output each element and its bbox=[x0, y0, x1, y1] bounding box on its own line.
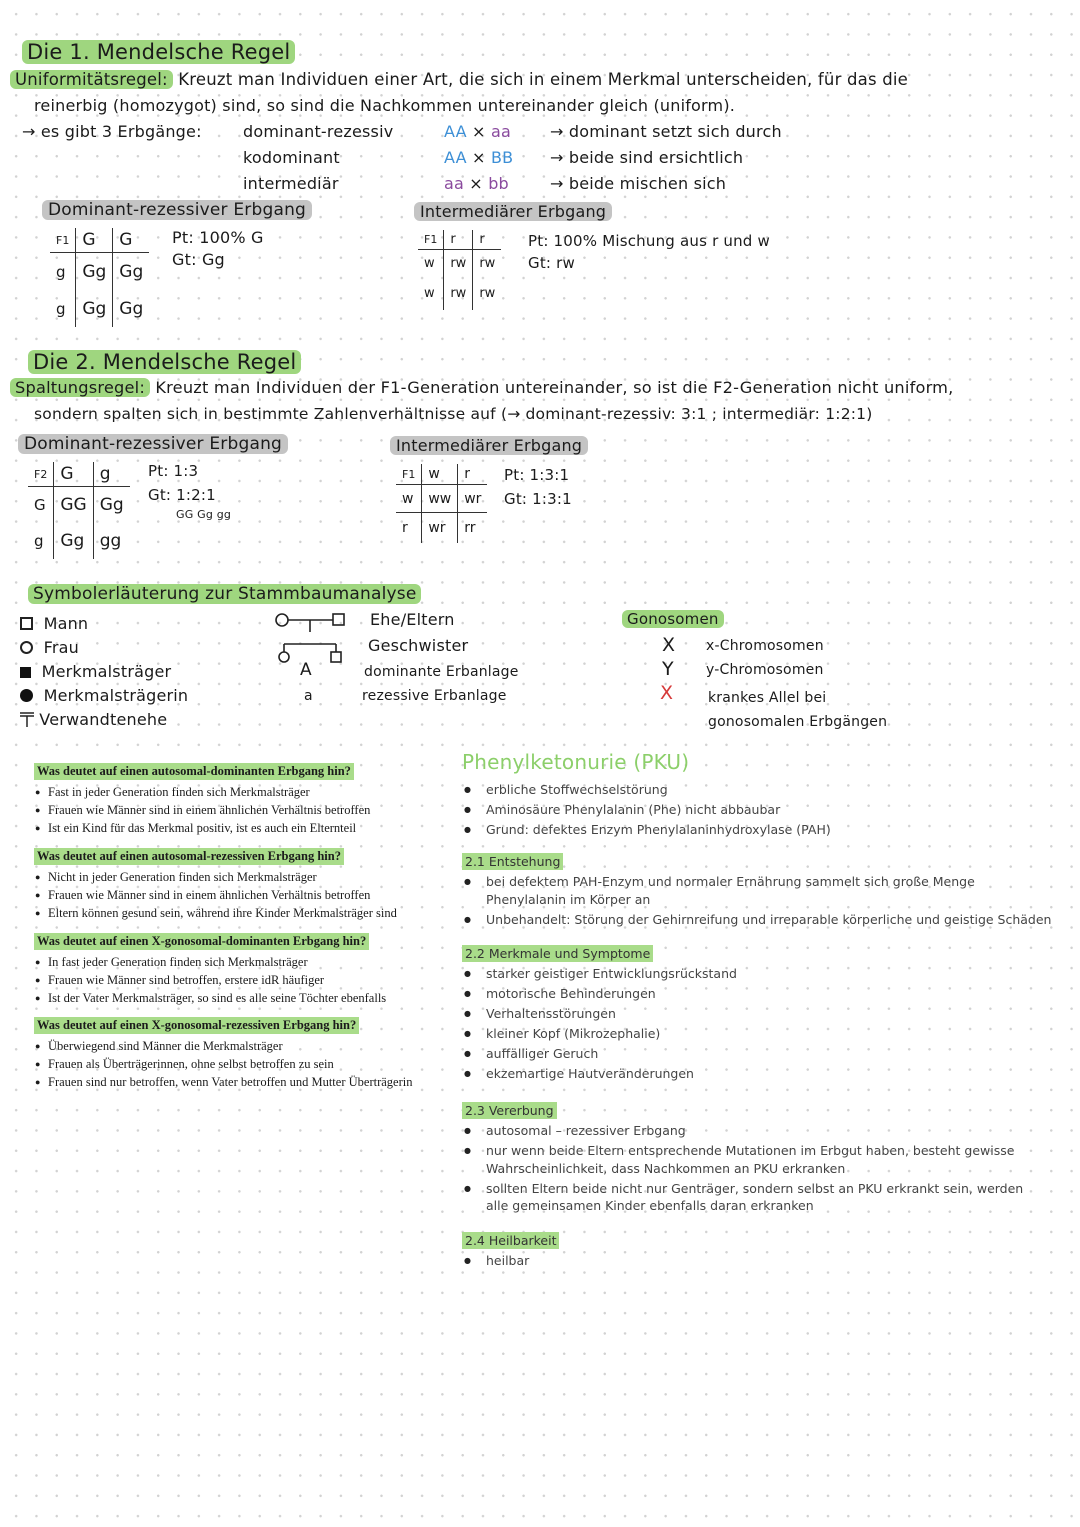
gonosomen-heading: Gonosomen bbox=[622, 610, 724, 628]
rule2-line1: Spaltungsregel: Kreuzt man Individuen der F1-Generation untereinander, so ist die F2-Generation nicht uniform, bbox=[10, 378, 953, 397]
pku-section: 2.2 Merkmale und Symptome ● starker geistiger Entwicklungsrückstand ● motorische Behinderungen ● Verhaltensstörungen ● kleiner Kopf (Mikrozephalie) ● auffälliger Geruch ● ekzemartige Hautveränderungen bbox=[462, 945, 1052, 1085]
list-item: ● Aminosäure Phenylalanin (Phe) nicht abbaubar bbox=[486, 801, 1052, 819]
rule2-dom-punnett: F2 G g G GG Gg g Gg gg bbox=[28, 462, 130, 559]
list-item: ● Unbehandelt: Störung der Gehirnreifung und irreparable körperliche und geistige Schäden bbox=[486, 911, 1052, 929]
pku-section: 2.1 Entstehung ● bei defektem PAH-Enzym und normaler Ernährung sammelt sich große Menge Phenylalanin im Körper an ● Unbehandelt: Störung der Gehirnreifung und irreparable körperliche und geistige Schäden bbox=[462, 853, 1052, 931]
x-chromosome-glyph: X bbox=[662, 634, 676, 656]
symbol-row: Merkmalsträgerin bbox=[20, 684, 188, 708]
gonosomen-label: gonosomalen Erbgängen bbox=[708, 714, 888, 730]
symbol-label: Geschwister bbox=[368, 636, 469, 655]
question-block: Was deutet auf einen autosomal-rezessiven Erbgang hin? ● Nicht in jeder Generation finden sich Merkmalsträger ● Frauen wie Männer sind in einem ähnlichen Verhältnis betroffen ● Eltern können gesund sein, während ihre Kinder Merkmalsträger sind bbox=[34, 847, 397, 923]
list-item: ● Frauen wie Männer sind in einem ähnlichen Verhältnis betroffen bbox=[48, 886, 397, 904]
rule2-inter-heading: Intermediärer Erbgang bbox=[390, 436, 588, 455]
rule1-line2: reinerbig (homozygot) sind, so sind die Nachkommen untereinander gleich (uniform). bbox=[34, 96, 736, 115]
list-item: ● autosomal – rezessiver Erbgang bbox=[486, 1122, 1032, 1140]
question-block: Was deutet auf einen X-gonosomal-rezessiven Erbgang hin? ● Überwiegend sind Männer die Merkmalsträger ● Frauen als Überträgerinnen, ohne selbst betroffen zu sein ● Frauen sind nur betroffen, wenn Vater betroffen und Mutter Überträgerin bbox=[34, 1016, 412, 1092]
list-item: ● erbliche Stoffwechselstörung bbox=[486, 781, 1052, 799]
rule1-type-name: kodominant bbox=[243, 148, 340, 167]
recessive-glyph: a bbox=[304, 688, 313, 704]
square-filled-icon bbox=[20, 667, 31, 678]
y-chromosome-glyph: Y bbox=[662, 658, 674, 680]
rule1-inter-punnett: F1 r r w rw rw w rw rw bbox=[418, 230, 501, 310]
list-item: ● Eltern können gesund sein, während ihre Kinder Merkmalsträger sind bbox=[48, 904, 397, 922]
gonosomen-label: y-Chromosomen bbox=[706, 662, 824, 678]
list-item: ● Verhaltensstörungen bbox=[486, 1005, 1052, 1023]
rule1-dom-gt: Gt: Gg bbox=[172, 250, 225, 269]
rule1-dom-heading: Dominant-rezessiver Erbgang bbox=[42, 200, 312, 220]
symbol-label: dominante Erbanlage bbox=[364, 664, 519, 680]
rule2-inter-pt: Pt: 1:3:1 bbox=[504, 466, 570, 484]
rule2-dom-gt: Gt: 1:2:1 bbox=[148, 486, 216, 504]
symbol-label: rezessive Erbanlage bbox=[362, 688, 507, 704]
symbol-row: Frau bbox=[20, 636, 188, 660]
list-item: ● Frauen als Überträgerinnen, ohne selbst betroffen zu sein bbox=[48, 1055, 412, 1073]
list-item: ● Ist ein Kind für das Merkmal positiv, ist es auch ein Elternteil bbox=[48, 819, 370, 837]
question-block: Was deutet auf einen X-gonosomal-dominanten Erbgang hin? ● In fast jeder Generation finden sich Merkmalsträger ● Frauen wie Männer sind betroffen, erstere idR häufiger ● Ist der Vater Merkmalsträger, so sind es alle seine Töchter ebenfalls bbox=[34, 932, 386, 1008]
rule1-dom-pt: Pt: 100% G bbox=[172, 228, 264, 247]
rule1-type-note: → beide mischen sich bbox=[550, 174, 727, 193]
list-item: ● bei defektem PAH-Enzym und normaler Ernährung sammelt sich große Menge Phenylalanin im Körper an bbox=[486, 873, 1052, 908]
symbol-row: Verwandtenehe bbox=[20, 708, 188, 732]
rule1-line1: Uniformitätsregel: Kreuzt man Individuen einer Art, die sich in einem Merkmal unterscheiden, für das die bbox=[10, 70, 908, 89]
rule1-cross: AA × BB bbox=[444, 148, 514, 167]
sick-allele-glyph: X bbox=[660, 682, 674, 704]
rule2-inter-punnett: F1 w r w ww wr r wr rr bbox=[396, 464, 487, 543]
pku-section: 2.4 Heilbarkeit ● heilbar bbox=[462, 1232, 1032, 1272]
pku-title: Phenylketonurie (PKU) bbox=[462, 750, 690, 774]
rule2-label: Spaltungsregel: bbox=[10, 378, 150, 397]
pedigree-symbols-icon bbox=[270, 610, 350, 666]
pku-section: 2.3 Vererbung ● autosomal – rezessiver Erbgang ● nur wenn beide Eltern entsprechende Mutationen im Erbgut haben, besteht gewisse Wahrscheinlichkeit, dass Nachkommen an PKU erkranken ● sollten Eltern beide nicht nur Genträger, sondern selbst an PKU erkrankt sein, werden alle gemeinsamen Kinder ebenfalls daran erkranken bbox=[462, 1102, 1032, 1217]
list-item: ● nur wenn beide Eltern entsprechende Mutationen im Erbgut haben, besteht gewisse Wahrscheinlichkeit, dass Nachkommen an PKU erkranken bbox=[486, 1142, 1032, 1177]
rule1-inter-heading: Intermediärer Erbgang bbox=[414, 202, 612, 221]
rule2-inter-gt: Gt: 1:3:1 bbox=[504, 490, 572, 508]
rule1-type-note: → beide sind ersichtlich bbox=[550, 148, 744, 167]
list-item: ● Nicht in jeder Generation finden sich Merkmalsträger bbox=[48, 868, 397, 886]
symbol-row: Merkmalsträger bbox=[20, 660, 188, 684]
rule1-type-name: intermediär bbox=[243, 174, 339, 193]
rule1-inter-pt: Pt: 100% Mischung aus r und w bbox=[528, 232, 770, 250]
rule1-type-note: → dominant setzt sich durch bbox=[550, 122, 782, 141]
gonosomen-label: krankes Allel bei bbox=[708, 690, 827, 706]
square-outline-icon bbox=[20, 617, 33, 630]
list-item: ● Ist der Vater Merkmalsträger, so sind es alle seine Töchter ebenfalls bbox=[48, 989, 386, 1007]
rule2-dom-heading: Dominant-rezessiver Erbgang bbox=[18, 434, 288, 454]
rule1-inter-gt: Gt: rw bbox=[528, 254, 575, 272]
list-item: ● kleiner Kopf (Mikrozephalie) bbox=[486, 1025, 1052, 1043]
list-item: ● motorische Behinderungen bbox=[486, 985, 1052, 1003]
gonosomen-label: x-Chromosomen bbox=[706, 638, 824, 654]
list-item: ● ekzemartige Hautveränderungen bbox=[486, 1065, 1052, 1083]
dominant-glyph: A bbox=[300, 660, 312, 680]
list-item: ● Überwiegend sind Männer die Merkmalsträger bbox=[48, 1037, 412, 1055]
rule1-type-name: dominant-rezessiv bbox=[243, 122, 394, 141]
rule2-dom-gt-sub: GG Gg gg bbox=[176, 508, 232, 521]
rule2-line2: sondern spalten sich in bestimmte Zahlenverhältnisse auf (→ dominant-rezessiv: 3:1 ; intermediär: 1:2:1) bbox=[34, 405, 873, 423]
list-item: ● Frauen wie Männer sind betroffen, erstere idR häufiger bbox=[48, 971, 386, 989]
rule2-dom-pt: Pt: 1:3 bbox=[148, 462, 199, 480]
rule1-line3: → es gibt 3 Erbgänge: bbox=[22, 122, 202, 141]
symbol-label: Ehe/Eltern bbox=[370, 610, 455, 629]
rule2-title: Die 2. Mendelsche Regel bbox=[28, 350, 301, 374]
list-item: ● auffälliger Geruch bbox=[486, 1045, 1052, 1063]
symbols-left-list bbox=[20, 612, 188, 732]
circle-outline-icon bbox=[20, 641, 33, 654]
symbols-heading: Symbolerläuterung zur Stammbaumanalyse bbox=[28, 584, 421, 604]
list-item: ● sollten Eltern beide nicht nur Genträger, sondern selbst an PKU erkrankt sein, werden alle gemeinsamen Kinder ebenfalls daran erkranken bbox=[486, 1180, 1032, 1215]
double-bar-icon bbox=[20, 711, 34, 727]
rule1-label: Uniformitätsregel: bbox=[10, 70, 173, 89]
list-item: ● starker geistiger Entwicklungsrückstand bbox=[486, 965, 1052, 983]
pku-intro bbox=[462, 778, 1052, 841]
list-item: ● Frauen wie Männer sind in einem ähnlichen Verhältnis betroffen bbox=[48, 801, 370, 819]
list-item: ● In fast jeder Generation finden sich Merkmalsträger bbox=[48, 953, 386, 971]
rule1-cross: aa × bb bbox=[444, 174, 509, 193]
list-item: ● heilbar bbox=[486, 1252, 1032, 1270]
rule1-title: Die 1. Mendelsche Regel bbox=[22, 40, 295, 64]
question-block: Was deutet auf einen autosomal-dominanten Erbgang hin? ● Fast in jeder Generation finden sich Merkmalsträger ● Frauen wie Männer sind in einem ähnlichen Verhältnis betroffen ● Ist ein Kind für das Merkmal positiv, ist es auch ein Elternteil bbox=[34, 762, 370, 838]
rule1-cross: AA × aa bbox=[444, 122, 511, 141]
list-item: ● Frauen sind nur betroffen, wenn Vater betroffen und Mutter Überträgerin bbox=[48, 1073, 412, 1091]
list-item: ● Grund: defektes Enzym Phenylalaninhydroxylase (PAH) bbox=[486, 821, 1052, 839]
rule1-dom-punnett: F1 G G g Gg Gg g Gg Gg bbox=[50, 228, 149, 327]
list-item: ● Fast in jeder Generation finden sich Merkmalsträger bbox=[48, 783, 370, 801]
circle-filled-icon bbox=[20, 689, 33, 702]
symbol-row: Mann bbox=[20, 612, 188, 636]
